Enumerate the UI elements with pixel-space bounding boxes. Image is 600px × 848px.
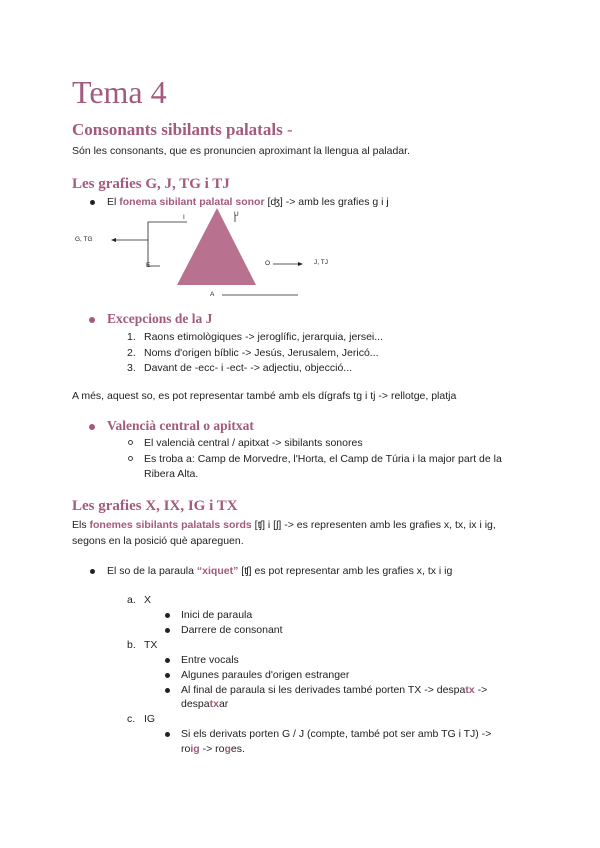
tx-highlight: tx xyxy=(465,684,475,696)
exception-item-3: Davant de -ecc- i -ect- -> adjectiu, objecció... xyxy=(144,362,353,374)
label-j-tj: J, TJ xyxy=(314,259,328,266)
ig-highlight: ig xyxy=(190,743,200,755)
tx-item-3-pre: Al final de paraula si les derivades també porten TX -> despa xyxy=(181,684,466,696)
subheading-valencia: Valencià central o apitxat xyxy=(107,418,254,433)
fonema-highlight: fonema sibilant palatal sonor xyxy=(119,196,265,208)
tx-item-3-cont xyxy=(181,697,228,711)
circle-bullet xyxy=(128,456,133,461)
valencia-item-1: El valencià central / apitxat -> sibilants sonores xyxy=(144,437,363,449)
tx-item-3 xyxy=(181,683,487,697)
subheading-exceptions-j: Excepcions de la J xyxy=(107,311,213,326)
tx-item-2: Algunes paraules d'origen estranger xyxy=(181,669,350,681)
section-heading-consonants xyxy=(72,120,293,140)
bullet xyxy=(165,628,170,633)
exception-num-3: 3. xyxy=(127,362,136,374)
tx-highlight: tx xyxy=(209,698,219,710)
circle-bullet xyxy=(128,440,133,445)
list-title-x: X xyxy=(144,594,152,606)
section3-intro-line1 xyxy=(72,518,496,532)
intro-pre: Els xyxy=(72,519,87,531)
tx-cont-pre: despa xyxy=(181,698,210,710)
label-o: O xyxy=(265,260,271,267)
bullet xyxy=(165,613,170,618)
exception-item-2: Noms d'origen bíblic -> Jesús, Jerusalem, Jericó... xyxy=(144,347,379,359)
section-heading-g-j: Les grafies G, J, TG i TJ xyxy=(72,176,230,192)
g-highlight: g xyxy=(224,743,231,755)
bullet xyxy=(90,569,95,574)
list-label-b: b. xyxy=(127,639,136,651)
label-e: E xyxy=(146,262,151,269)
xiquet-pre: El so de la paraula xyxy=(107,565,194,577)
xiquet-line xyxy=(107,564,452,578)
valencia-item-2-cont: Ribera Alta. xyxy=(144,468,199,480)
bullet xyxy=(165,732,170,737)
fonema-sonor-line xyxy=(107,195,389,209)
ig-e: es. xyxy=(230,743,245,755)
section-heading-x-ix: Les grafies X, IX, IG i TX xyxy=(72,498,238,514)
intro-text: Són les consonants, que es pronuncien aproximant la llengua al paladar. xyxy=(72,145,410,157)
page-title: Tema 4 xyxy=(72,74,167,110)
triangle-shape xyxy=(177,208,256,285)
ig-item-1: Si els derivats porten G / J (compte, també pot ser amb TG i TJ) -> xyxy=(181,728,492,740)
bullet xyxy=(165,658,170,663)
valencia-item-2: Es troba a: Camp de Morvedre, l'Horta, el Camp de Túria i la major part de la xyxy=(144,453,502,465)
bullet xyxy=(165,688,170,693)
section3-intro-line2: segons en la posició què apareguen. xyxy=(72,535,244,547)
label-g-tg: G, TG xyxy=(75,236,93,243)
bullet xyxy=(89,317,95,323)
tx-item-3-post: -> xyxy=(474,684,488,696)
tx-item-1: Entre vocals xyxy=(181,654,239,666)
bracket-top xyxy=(148,222,187,266)
ig-item-1-cont xyxy=(181,742,245,756)
label-u: U xyxy=(234,211,239,218)
exception-num-2: 2. xyxy=(127,347,136,359)
bullet xyxy=(89,424,95,430)
arrow-right-head xyxy=(298,262,303,266)
xiquet-word: “xiquet” xyxy=(196,565,239,577)
x-item-2: Darrere de consonant xyxy=(181,624,283,636)
exception-item-1: Raons etimològiques -> jeroglífic, jerarquia, jersei... xyxy=(144,331,383,343)
text-post: [ʤ] -> amb les grafies g i j xyxy=(267,196,389,208)
list-label-a: a. xyxy=(127,594,136,606)
list-label-c: c. xyxy=(127,713,136,725)
ig-c: -> ro xyxy=(199,743,225,755)
list-title-tx: TX xyxy=(144,639,158,651)
intro-post: [ʧ] i [ʃ] -> es representen amb les grafies x, tx, ix i ig, xyxy=(254,519,496,531)
bullet xyxy=(165,673,170,678)
list-title-ig: IG xyxy=(144,713,156,725)
label-i: I xyxy=(183,214,185,221)
ig-a: ro xyxy=(181,743,191,755)
also-digrafs-text: A més, aquest so, es pot representar també amb els dígrafs tg i tj -> rellotge, platja xyxy=(72,390,457,402)
fonemes-highlight: fonemes sibilants palatals sords xyxy=(89,519,252,531)
xiquet-post: [ʧ] es pot representar amb les grafies x, tx i ig xyxy=(241,565,453,577)
heading-dash: - xyxy=(286,120,293,139)
text-pre: El xyxy=(107,196,117,208)
bullet xyxy=(90,200,95,205)
exception-num-1: 1. xyxy=(127,331,136,343)
tx-cont-post: ar xyxy=(218,698,229,710)
label-a: A xyxy=(210,291,215,298)
arrow-left-head xyxy=(111,238,116,242)
heading-text: Consonants sibilants palatals xyxy=(72,120,283,139)
x-item-1: Inici de paraula xyxy=(181,609,253,621)
